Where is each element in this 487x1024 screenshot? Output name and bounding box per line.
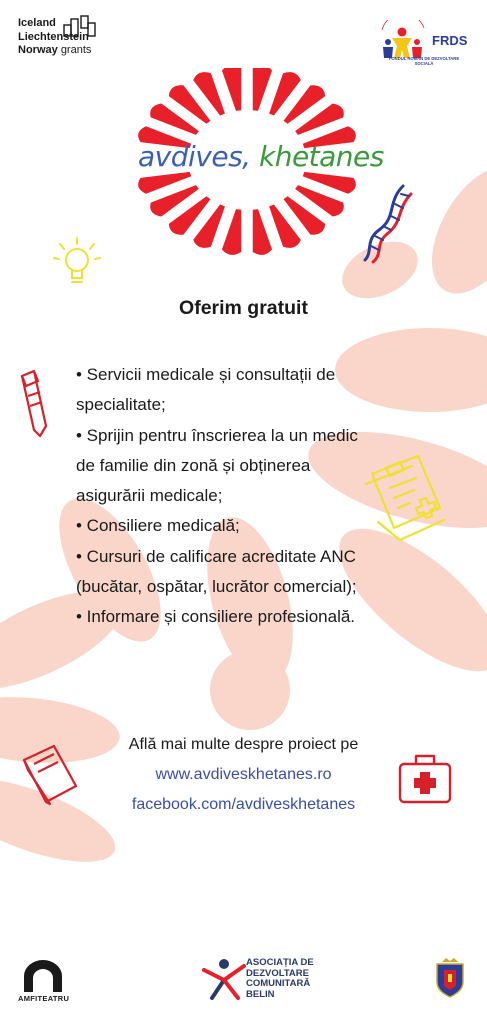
- sunburst-ray: [253, 68, 272, 111]
- pencil-icon: [16, 368, 54, 440]
- services-line: • Informare și consiliere profesională.: [76, 607, 356, 627]
- belin-line: COMUNITARĂ: [246, 978, 311, 989]
- belin-association-text: [246, 958, 314, 1000]
- dna-icon: [357, 182, 417, 264]
- brand-part-2: khetanes: [258, 140, 384, 173]
- sunburst-ray: [222, 68, 241, 111]
- lightbulb-icon: [50, 236, 108, 292]
- website-link[interactable]: www.avdiveskhetanes.ro: [155, 766, 332, 783]
- services-line: • Sprijin pentru înscrierea la un medic: [76, 425, 358, 445]
- services-list: [76, 360, 416, 633]
- sunburst-ray: [222, 209, 241, 255]
- belin-line: DEZVOLTARE: [246, 967, 309, 979]
- services-line: (bucătar, ospătar, lucrător comercial);: [76, 577, 357, 597]
- sector-3-crest-icon: [434, 956, 466, 998]
- sunburst-ray: [253, 209, 272, 255]
- more-info-text: Află mai multe despre proiect pe: [128, 736, 359, 753]
- services-line: • Consiliere medicală;: [76, 516, 240, 536]
- grants-line-2: Liechtenstein: [18, 30, 89, 43]
- brand-wordmark: [138, 140, 384, 173]
- services-line: specialitate;: [76, 395, 166, 415]
- frds-full-name: FONDUL ROMÂN DE DEZVOLTARE SOCIALĂ: [388, 56, 460, 66]
- grants-line-3: Norway: [18, 44, 58, 56]
- services-line: asigurării medicale;: [76, 486, 223, 506]
- frds-label: FRDS: [432, 33, 468, 48]
- belin-name: BELIN: [246, 988, 275, 1000]
- amfiteatru-label: AMFITEATRU: [18, 994, 70, 1003]
- services-line: • Servicii medicale și consultații de: [76, 365, 336, 384]
- services-line: • Cursuri de calificare acreditate ANC: [76, 546, 356, 566]
- page-title: Oferim gratuit: [179, 297, 308, 319]
- services-line: de familie din zonă și obținerea: [76, 455, 311, 475]
- belin-logo-icon: [202, 956, 246, 1002]
- grants-line-1: Iceland: [18, 17, 56, 29]
- amfiteatru-logo-icon: [20, 958, 66, 994]
- facebook-link[interactable]: facebook.com/avdiveskhetanes: [131, 796, 356, 813]
- grants-suffix: grants: [60, 44, 92, 56]
- brand-part-1: avdives,: [138, 140, 251, 173]
- grants-mark-icon: [63, 15, 97, 37]
- belin-line: ASOCIAȚIA DE: [246, 957, 314, 968]
